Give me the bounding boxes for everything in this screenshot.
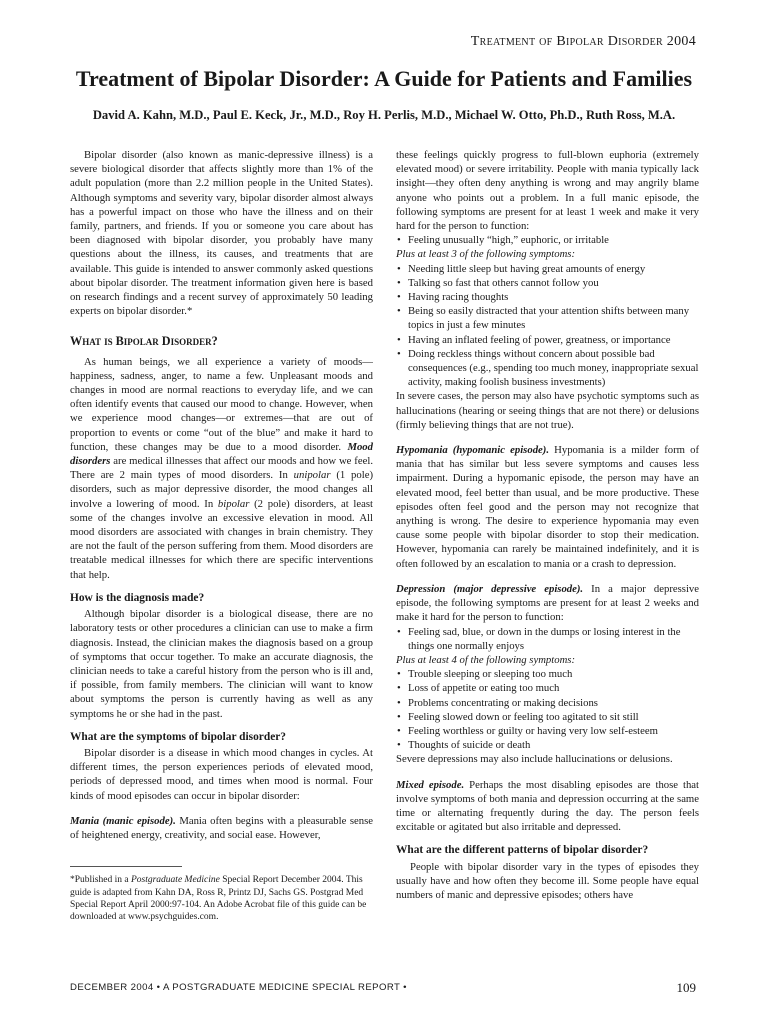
depression-core-list bbox=[396, 625, 699, 653]
hypomania-paragraph: Hypomania (hypomanic episode). Hypomania is a milder form of mania that has similar but less severe symptoms and causes less impairment. During a hypomanic episode, the person may have an elevated mood, feel better than usual, and be more productive. These episodes often feel good and the person may not recognize that anything is wrong. The desire to experience hypomania may even cause some people with bipolar disorder to stop their medication. However, hypomania can rarely be maintained indefinitely, and it is often followed by an escalation to mania or a crash to depression. bbox=[396, 444, 700, 570]
patterns-heading: What are the different patterns of bipolar disorder? bbox=[396, 844, 649, 857]
depression-lead: Depression (major depressive episode). bbox=[396, 582, 584, 595]
depression-paragraph: Depression (major depressive episode). In a major depressive episode, the following symptoms are present for at least 2 weeks and make it hard for the person to function: bbox=[396, 582, 700, 624]
depression-plus-label: Plus at least 4 of the following symptoms: bbox=[396, 653, 576, 666]
article-title: Treatment of Bipolar Disorder: A Guide for Patients and Families bbox=[75, 66, 693, 91]
list-item: • Talking so fast that others cannot follow you bbox=[396, 276, 699, 290]
list-item: • Feeling slowed down or feeling too agitated to sit still bbox=[396, 710, 699, 724]
list-item: • Feeling worthless or guilty or having very low self-esteem bbox=[396, 724, 699, 738]
author-list: David A. Kahn, M.D., Paul E. Keck, Jr., M.D., Roy H. Perlis, M.D., Michael W. Otto, Ph.D., Ruth Ross, M.A. bbox=[92, 108, 676, 122]
term-bipolar: bipolar bbox=[217, 497, 250, 510]
mania-symptom-list bbox=[396, 262, 699, 390]
severe-depression-line: Severe depressions may also include hallucinations or delusions. bbox=[396, 753, 673, 766]
list-item: • Feeling unusually “high,” euphoric, or irritable bbox=[396, 233, 699, 247]
list-item: • Thoughts of suicide or death bbox=[396, 738, 699, 752]
symptoms-heading: What are the symptoms of bipolar disorder? bbox=[70, 730, 286, 743]
page-number: 109 bbox=[676, 980, 696, 995]
journal-name: Postgraduate Medicine bbox=[130, 875, 220, 886]
footer-journal-line: DECEMBER 2004 • A POSTGRADUATE MEDICINE SPECIAL REPORT • bbox=[70, 982, 407, 993]
mania-core-list bbox=[396, 233, 699, 247]
what-is-paragraph: As human beings, we all experience a variety of moods—happiness, sadness, anger, to name a few. Unpleasant moods and changes in mood are normal reactions to everyday life, and we can often identify events that caused our mood to change. However, when we experience mood changes—or extremes—that are out of proportion to events or come “out of the blue” and make it hard to function, these changes may be due to a mood disorder. Mood disorders are medical illnesses that affect our moods and how we feel. There are 2 main types of mood disorders. In unipolar (1 pole) disorders, such as major depressive disorder, the mood changes all involve a lowering of mood. In bipolar (2 pole) disorders, at least some of the changes involve an excessive elevation in mood. All mood disorders are associated with changes in brain chemistry. They are not the fault of the person suffering from them. Mood disorders are treatable medical illnesses for which there are specific interventions that help. bbox=[70, 355, 374, 581]
diagnosis-paragraph: Although bipolar disorder is a biological disease, there are no laboratory tests or other procedures a clinician can use to make a firm diagnosis. Instead, the clinician makes the diagnosis based on a group of symptoms that occur together. To make an accurate diagnosis, the clinician needs to take a careful history from the person who is ill and, if possible, from family members. The clinician will want to know about symptoms the person is currently having as well as any symptoms he or she had in the past. bbox=[70, 608, 373, 720]
mania-paragraph: Mania (manic episode). Mania often begins with a pleasurable sense of heightened energy, creativity, and social ease. However, bbox=[70, 814, 374, 841]
mixed-episode-paragraph: Mixed episode. Perhaps the most disabling episodes are those that involve symptoms of both mania and depression occurring at the same time or alternating frequently during the day. The person feels excitable or agitated but also irritable and depressed. bbox=[396, 778, 700, 834]
term-mood-disorders: Mood disorders bbox=[70, 440, 373, 468]
diagnosis-heading: How is the diagnosis made? bbox=[70, 591, 205, 604]
psychotic-paragraph: In severe cases, the person may also have psychotic symptoms such as hallucinations (hearing or seeing things that are not there) or delusions (firmly believing things that are not true). bbox=[396, 390, 699, 431]
running-head: Treatment of Bipolar Disorder 2004 bbox=[470, 34, 696, 49]
mania-continued-paragraph: these feelings quickly progress to full-blown euphoria (extremely elevated mood) or severe irritability. People with mania typically lack insight—they often deny anything is wrong and may angrily blame anyone who points out a problem. In a full manic episode, the following symptoms are present for at least 1 week and make it very hard for the person to function: bbox=[396, 149, 699, 233]
depression-symptom-list bbox=[396, 667, 699, 752]
symptoms-paragraph: Bipolar disorder is a disease in which mood changes in cycles. At different times, the person experiences periods of elevated mood, periods of depressed mood, and times when mood is normal. Four kinds of mood episodes can occur in bipolar disorder: bbox=[70, 746, 373, 802]
term-unipolar: unipolar bbox=[293, 469, 331, 482]
list-item: • Feeling sad, blue, or down in the dumps or losing interest in the things one normally enjoys bbox=[396, 625, 699, 653]
footnote-rule bbox=[70, 866, 182, 867]
mania-lead: Mania (manic episode). bbox=[70, 814, 176, 827]
list-item: • Trouble sleeping or sleeping too much bbox=[396, 667, 699, 681]
list-item: • Problems concentrating or making decisions bbox=[396, 696, 699, 710]
mixed-lead: Mixed episode. bbox=[396, 778, 465, 791]
what-is-heading: What is Bipolar Disorder? bbox=[70, 334, 218, 349]
list-item: • Needing little sleep but having great amounts of energy bbox=[396, 262, 699, 276]
left-column bbox=[70, 148, 373, 924]
patterns-paragraph: People with bipolar disorder vary in the types of episodes they usually have and how often they become ill. Some people have equal numbers of manic and depressive episodes; others have bbox=[396, 860, 699, 901]
mania-plus-label: Plus at least 3 of the following symptoms: bbox=[396, 248, 576, 261]
list-item: • Having an inflated feeling of power, greatness, or importance bbox=[396, 333, 699, 347]
list-item: • Loss of appetite or eating too much bbox=[396, 681, 699, 695]
list-item: • Doing reckless things without concern about possible bad consequences (e.g., spending too much money, inappropriate sexual activity, making foolish business investments) bbox=[396, 347, 699, 390]
footnote: *Published in a Postgraduate Medicine Special Report December 2004. This guide is adapted from Kahn DA, Ross R, Printz DJ, Sachs GS. Postgrad Med Special Report April 2000:97-104. An Adobe Acrobat file of this guide can be downloaded at www.psychguides.com. bbox=[70, 875, 367, 923]
right-column bbox=[396, 148, 699, 902]
list-item: • Being so easily distracted that your attention shifts between many topics in just a few minutes bbox=[396, 304, 699, 332]
hypomania-lead: Hypomania (hypomanic episode). bbox=[396, 444, 550, 457]
intro-paragraph: Bipolar disorder (also known as manic-depressive illness) is a severe biological disorder that affects slightly more than 1% of the adult population (more than 2.2 million people in the United States). Although symptoms and severity vary, bipolar disorder almost always has a powerful impact on those who have the illness and on their family, partners, and friends. If you or someone you care about has been diagnosed with bipolar disorder, you probably have many questions about the illness, its causes, and treatments that are available. This guide is intended to answer commonly asked questions about bipolar disorder. The treatment information given here is based on research findings and a recent survey of approximately 50 leading experts on bipolar disorder.* bbox=[70, 149, 373, 318]
list-item: • Having racing thoughts bbox=[396, 290, 699, 304]
